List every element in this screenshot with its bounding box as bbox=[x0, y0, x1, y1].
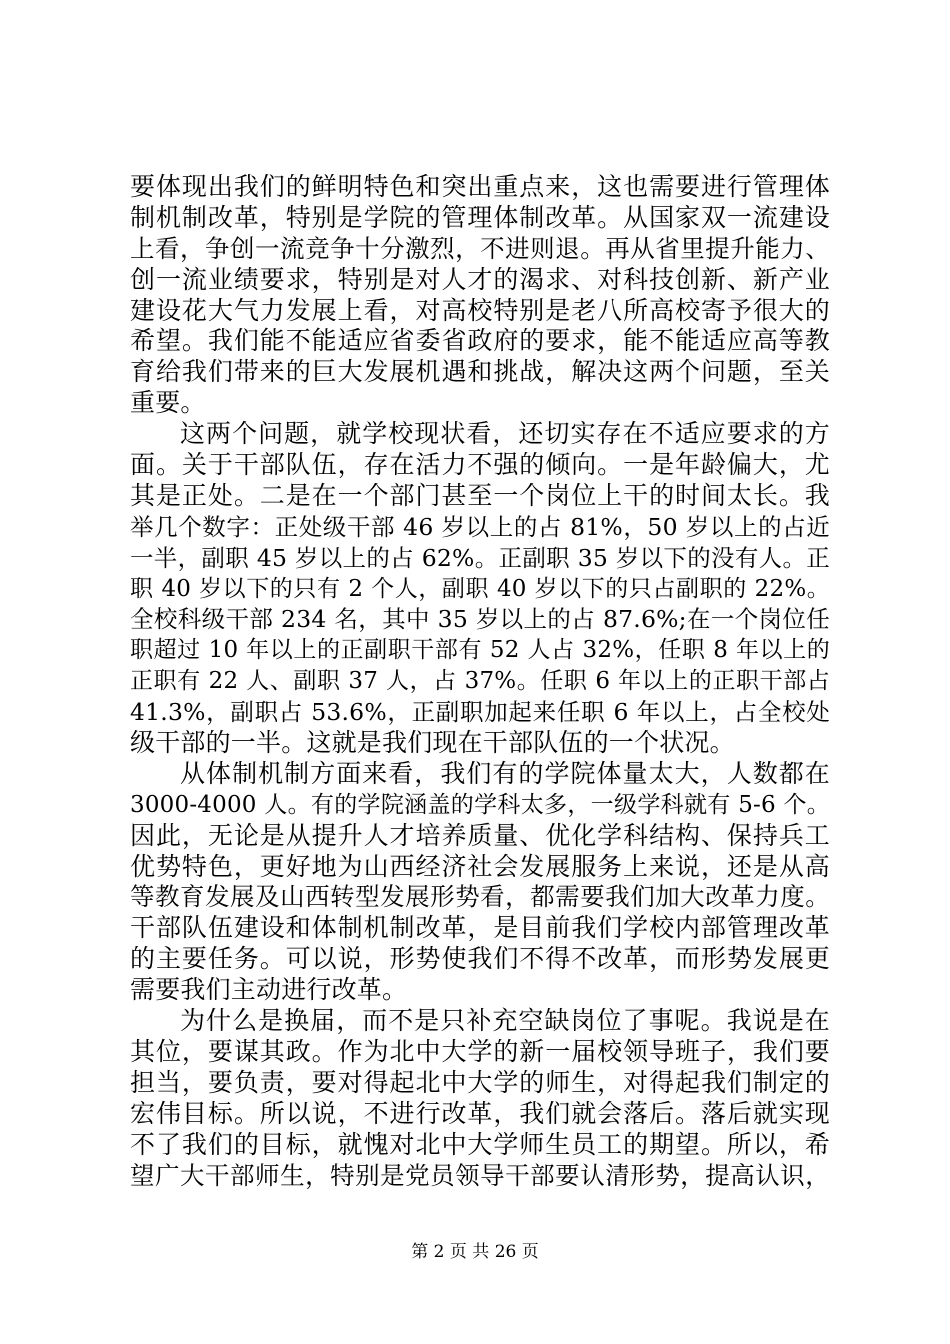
text-line: 级干部的一半。这就是我们现在干部队伍的一个状况。 bbox=[130, 728, 735, 758]
text-line: 上看，争创一流竞争十分激烈，不进则退。再从省里提升能力、 bbox=[130, 233, 830, 263]
text-line: 创一流业绩要求，特别是对人才的渴求、对科技创新、新产业 bbox=[130, 264, 830, 294]
text-line: 这两个问题，就学校现状看，还切实存在不适应要求的方 bbox=[180, 419, 830, 449]
text-line: 希望。我们能不能适应省委省政府的要求，能不能适应高等教 bbox=[130, 326, 830, 356]
text-line: 优势特色，更好地为山西经济社会发展服务上来说，还是从高 bbox=[130, 851, 830, 881]
text-line: 为什么是换届，而不是只补充空缺岗位了事呢。我说是在 bbox=[180, 1006, 830, 1036]
text-line: 制机制改革，特别是学院的管理体制改革。从国家双一流建设 bbox=[130, 202, 830, 232]
text-line: 需要我们主动进行改革。 bbox=[130, 975, 408, 1005]
text-line: 正职有 22 人、副职 37 人，占 37%。任职 6 年以上的正职干部占 bbox=[130, 668, 830, 695]
text-line: 3000-4000 人。有的学院涵盖的学科太多，一级学科就有 5-6 个。 bbox=[130, 791, 830, 818]
text-line: 等教育发展及山西转型发展形势看，都需要我们加大改革力度。 bbox=[130, 882, 830, 912]
text-line: 举几个数字：正处级干部 46 岁以上的占 81%，50 岁以上的占近 bbox=[130, 512, 830, 541]
text-line: 要体现出我们的鲜明特色和突出重点来，这也需要进行管理体 bbox=[130, 172, 830, 201]
text-line: 不了我们的目标，就愧对北中大学师生员工的期望。所以，希 bbox=[130, 1129, 830, 1159]
text-line: 建设花大气力发展上看，对高校特别是老八所高校寄予很大的 bbox=[130, 295, 830, 325]
text-line: 其位，要谋其政。作为北中大学的新一届校领导班子，我们要 bbox=[130, 1036, 830, 1066]
text-line: 望广大干部师生，特别是党员领导干部要认清形势，提高认识， bbox=[130, 1160, 830, 1190]
text-line: 其是正处。二是在一个部门甚至一个岗位上干的时间太长。我 bbox=[130, 480, 830, 510]
text-line: 41.3%，副职占 53.6%，正副职加起来任职 6 年以上，占全校处 bbox=[130, 698, 830, 727]
text-line: 面。关于干部队伍，存在活力不强的倾向。一是年龄偏大，尤 bbox=[130, 450, 830, 480]
paragraph bbox=[130, 419, 830, 759]
text-line: 职 40 岁以下的只有 2 个人，副职 40 岁以下的只占副职的 22%。 bbox=[130, 575, 830, 602]
text-line: 担当，要负责，要对得起北中大学的师生，对得起我们制定的 bbox=[130, 1067, 830, 1097]
paragraph bbox=[130, 172, 830, 419]
text-line: 一半，副职 45 岁以上的占 62%。正副职 35 岁以下的没有人。正 bbox=[130, 543, 830, 572]
document-body bbox=[130, 172, 830, 1191]
text-line: 因此，无论是从提升人才培养质量、优化学科结构、保持兵工 bbox=[130, 820, 830, 850]
page-footer bbox=[0, 1241, 950, 1263]
text-line: 干部队伍建设和体制机制改革，是目前我们学校内部管理改革 bbox=[130, 913, 830, 943]
text-line: 全校科级干部 234 名，其中 35 岁以上的占 87.6%;在一个岗位任 bbox=[130, 605, 830, 634]
text-line: 宏伟目标。所以说，不进行改革，我们就会落后。落后就实现 bbox=[130, 1098, 830, 1128]
paragraph bbox=[130, 759, 830, 1006]
text-line: 重要。 bbox=[130, 388, 206, 418]
text-line: 育给我们带来的巨大发展机遇和挑战，解决这两个问题，至关 bbox=[130, 357, 830, 387]
page-number: 第 2 页 共 26 页 bbox=[411, 1242, 539, 1262]
paragraph bbox=[130, 1006, 830, 1191]
text-line: 职超过 10 年以上的正副职干部有 52 人占 32%，任职 8 年以上的 bbox=[130, 637, 830, 664]
text-line: 从体制机制方面来看，我们有的学院体量太大，人数都在 bbox=[180, 758, 830, 788]
text-line: 的主要任务。可以说，形势使我们不得不改革，而形势发展更 bbox=[130, 944, 830, 974]
